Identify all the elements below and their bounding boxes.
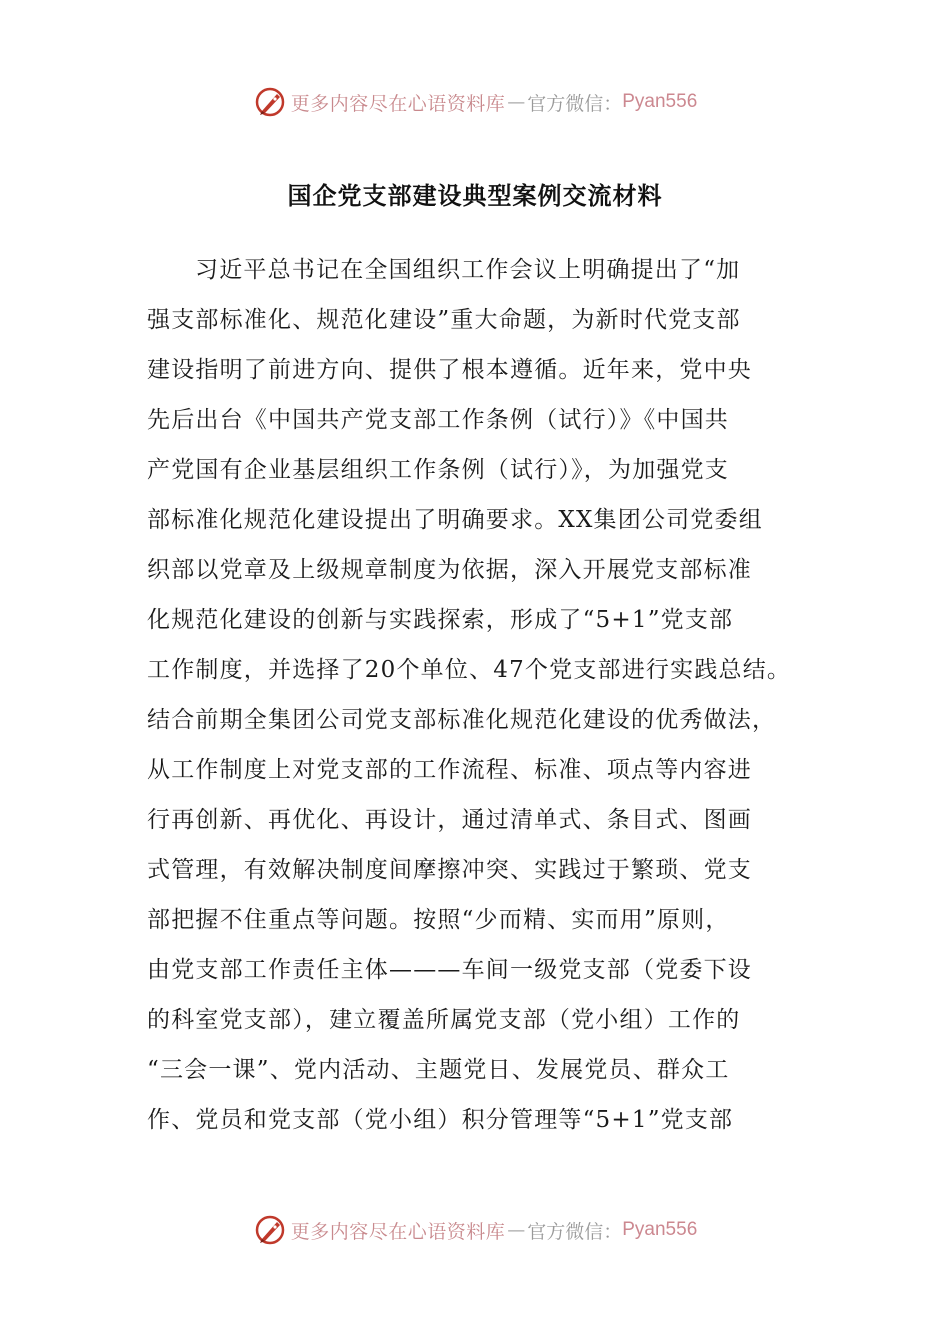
body-line: 习近平总书记在全国组织工作会议上明确提出了“加 [195, 257, 741, 283]
body-line: 工作制度，并选择了20个单位、47个党支部进行实践总结。 [147, 657, 792, 683]
body-line: 的科室党支部），建立覆盖所属党支部（党小组）工作的 [147, 1007, 741, 1033]
watermark-wechat-id: Pyan556 [622, 1219, 698, 1240]
body-line: 作、党员和党支部（党小组）积分管理等“5+1”党支部 [147, 1107, 734, 1133]
body-line: 建设指明了前进方向、提供了根本遵循。近年来，党中央 [147, 357, 752, 383]
watermark-brand: 更多内容尽在心语资料库 [290, 92, 506, 115]
body-line: 结合前期全集团公司党支部标准化规范化建设的优秀做法， [147, 707, 777, 733]
body-line: 部把握不住重点等问题。按照“少而精、实而用”原则， [147, 907, 730, 933]
watermark-brand: 更多内容尽在心语资料库 [290, 1220, 506, 1243]
document-body [147, 252, 792, 1152]
pen-logo-icon [253, 85, 287, 119]
body-line: 强支部标准化、规范化建设”重大命题，为新时代党支部 [147, 307, 741, 333]
body-line: 行再创新、再优化、再设计，通过清单式、条目式、图画 [147, 807, 752, 833]
body-line: 由党支部工作责任主体———车间一级党支部（党委下设 [147, 957, 752, 983]
watermark-separator: — [507, 91, 526, 113]
body-line: 产党国有企业基层组织工作条例（试行）》，为加强党支 [147, 457, 729, 483]
body-line: “三会一课”、党内活动、主题党日、发展党员、群众工 [147, 1057, 730, 1083]
body-line: 织部以党章及上级规章制度为依据，深入开展党支部标准 [147, 557, 752, 583]
body-line: 先后出台《中国共产党支部工作条例（试行）》《中国共 [147, 407, 729, 433]
watermark-banner-top [0, 80, 950, 124]
body-line: 化规范化建设的创新与实践探索，形成了“5+1”党支部 [147, 607, 734, 633]
body-line: 部标准化规范化建设提出了明确要求。XX集团公司党委组 [147, 507, 763, 533]
body-line: 从工作制度上对党支部的工作流程、标准、项点等内容进 [147, 757, 752, 783]
body-line: 式管理，有效解决制度间摩擦冲突、实践过于繁琐、党支 [147, 857, 752, 883]
document-title: 国企党支部建设典型案例交流材料 [287, 181, 663, 210]
pen-logo-icon [253, 1213, 287, 1247]
watermark-wechat-id: Pyan556 [622, 91, 698, 112]
watermark-separator: — [507, 1219, 526, 1241]
watermark-banner-bottom [0, 1208, 950, 1252]
watermark-official-label: 官方微信： [527, 1220, 623, 1243]
watermark-official-label: 官方微信： [527, 92, 623, 115]
